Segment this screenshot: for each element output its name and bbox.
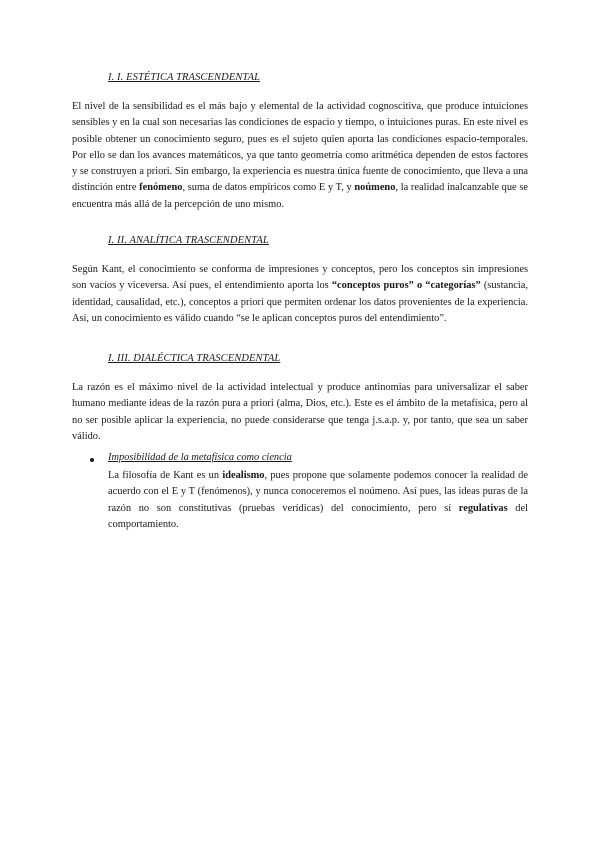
paragraph-estetica <box>72 99 528 213</box>
text-run: , pues propone que solamente podemos conocer la realidad de acuerdo con el E y T (fenómenos), y nunca conoceremos el noúmeno. Así pues, las ideas puras de la razón no son constitutivas (pruebas verídicas) del conocimiento, pero sí <box>108 470 528 514</box>
heading-analitica: I. II. ANALÍTICA TRASCENDENTAL <box>108 235 269 246</box>
bold-term: noúmeno <box>354 182 396 194</box>
text-run: La filosofía de Kant es un <box>108 470 223 481</box>
text-run: , la realidad inalcanzable que se encuentra más allá de la percepción de uno mismo. <box>72 182 528 210</box>
bold-term: idealismo <box>222 470 265 481</box>
text-run: del comportamiento. <box>108 502 528 530</box>
text-run: Según Kant, el conocimiento se conforma de impresiones y conceptos, pero los conceptos sin impresiones son vacíos y viceversa. Así pues, el entendimiento aporta los <box>72 264 528 292</box>
text-run: La razón es el máximo nivel de la actividad intelectual y produce antinomias para universalizar el saber humano mediante ideas de la razón pura a priori (alma, Dios, etc.). Este es el ámbito de la metafísica, pero al no ser posible aplicar la experiencia, no puede considerarse que tenga j.s.a.p. y, por tanto, que sea un saber válido. <box>72 382 528 442</box>
paragraph-dialectica <box>72 380 528 445</box>
bullet-title: Imposibilidad de la metafísica como ciencia <box>108 452 292 463</box>
bold-term: fenómeno <box>139 182 183 194</box>
text-run: (sustancia, identidad, causalidad, etc.), conceptos a priori que permiten ordenar los datos provenientes de la experiencia. Así, un conocimiento es válido cuando “se le aplican conceptos puros del entendimiento”. <box>72 280 528 324</box>
heading-estetica: I. I. ESTÉTICA TRASCENDENTAL <box>108 72 261 83</box>
bold-term: regulativas <box>458 502 508 514</box>
heading-dialectica: I. III. DIALÉCTICA TRASCENDENTAL <box>108 353 281 364</box>
bullet-paragraph <box>108 468 528 533</box>
text-run: El nivel de la sensibilidad es el más bajo y elemental de la actividad cognoscitiva, que produce intuiciones sensibles y en la cual son necesarias las condiciones de espacio y tiempo, o intuiciones puras. En este nivel es posible obtener un conocimiento seguro, pues es el sujeto quien aporta las condiciones espacio-temporales. Por ello se dan los avances matemáticos, ya que tanto geometría como aritmética dependen de estos factores y se construyen a priori. Sin embargo, la experiencia es nuestra única fuente de conocimiento, que lleva a una distinción entre <box>72 101 528 194</box>
paragraph-analitica <box>72 262 528 327</box>
bullet-icon <box>90 458 94 462</box>
bold-term: “conceptos puros” o “categorías” <box>331 280 481 292</box>
text-run: , suma de datos empíricos como E y T, y <box>182 182 355 194</box>
